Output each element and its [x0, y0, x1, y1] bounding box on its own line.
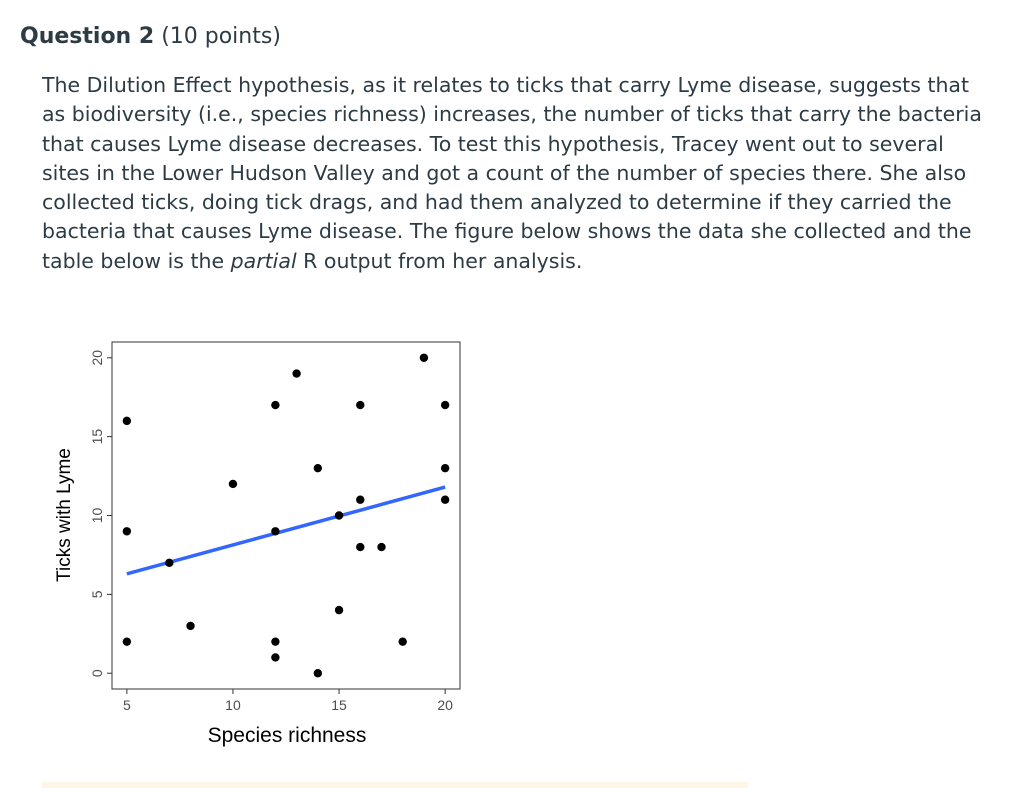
data-point — [271, 527, 279, 535]
data-point — [271, 637, 279, 645]
scatter-chart — [40, 332, 480, 762]
x-axis — [123, 689, 453, 713]
question-number: Question 2 — [20, 24, 155, 49]
x-axis-label: Species richness — [207, 724, 367, 747]
x-tick-label: 5 — [122, 697, 131, 713]
data-point — [123, 527, 131, 535]
data-point — [165, 559, 173, 567]
data-point — [271, 401, 279, 409]
question-text — [42, 71, 987, 276]
data-point — [356, 496, 364, 504]
data-point — [356, 543, 364, 551]
data-point — [292, 369, 300, 377]
data-point — [314, 464, 322, 472]
data-point — [229, 480, 237, 488]
data-point — [377, 543, 385, 551]
y-tick-label: 0 — [88, 669, 105, 678]
data-point — [441, 496, 449, 504]
data-point — [335, 606, 343, 614]
x-tick-label: 20 — [437, 697, 453, 713]
y-axis — [89, 350, 112, 677]
plot-panel — [112, 342, 460, 689]
question-text-part1: The Dilution Effect hypothesis, as it relates to ticks that carry Lyme disease, suggests that as biodiversity (i.e., species richness) increases, the number of ticks that carry the bacteria that causes Lyme disease decreases. To test this hypothesis, Tracey went out to several sites in the Lower Hudson Valley and got a count of the number of species there. She also collected ticks, doing tick drags, and had them analyzed to determine if they carried the bacteria that causes Lyme disease. The figure below shows the data she collected and the table below is the — [42, 73, 982, 273]
y-tick-label: 5 — [88, 590, 105, 599]
question-points: (10 points) — [161, 24, 281, 49]
data-point — [441, 401, 449, 409]
question-text-part2: R output from her analysis. — [296, 248, 583, 273]
question-text-emphasis: partial — [230, 248, 297, 273]
data-point — [399, 637, 407, 645]
table-placeholder-bar — [42, 782, 748, 788]
y-tick-label: 15 — [88, 428, 105, 445]
question-header — [20, 24, 281, 49]
x-tick-label: 10 — [225, 697, 241, 713]
data-point — [335, 511, 343, 519]
y-tick-label: 20 — [88, 349, 105, 366]
data-point — [356, 401, 364, 409]
data-point — [186, 622, 194, 630]
data-point — [123, 417, 131, 425]
data-point — [271, 653, 279, 661]
data-point — [420, 354, 428, 362]
y-tick-label: 10 — [88, 507, 105, 524]
data-point — [123, 637, 131, 645]
data-point — [314, 669, 322, 677]
x-tick-label: 15 — [331, 697, 347, 713]
y-axis-label: Ticks with Lyme — [54, 448, 75, 582]
data-point — [441, 464, 449, 472]
